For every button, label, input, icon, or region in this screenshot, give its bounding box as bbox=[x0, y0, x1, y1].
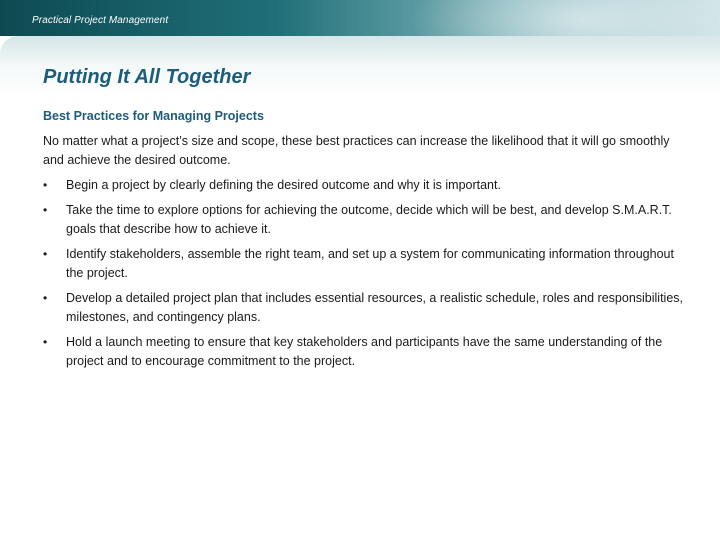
list-item bbox=[43, 245, 683, 283]
slide-title: Putting It All Together bbox=[43, 66, 251, 88]
best-practices-list bbox=[43, 176, 683, 377]
bullet-icon: • bbox=[43, 247, 48, 261]
bullet-icon: • bbox=[43, 335, 48, 349]
bullet-text: Take the time to explore options for achieving the outcome, decide which will be best, and develop S.M.A.R.T. goals that describe how to achieve it. bbox=[66, 203, 672, 236]
list-item bbox=[43, 333, 683, 371]
header-band bbox=[0, 0, 720, 36]
bullet-icon: • bbox=[43, 291, 48, 305]
header-title: Practical Project Management bbox=[32, 15, 169, 26]
bullet-text: Hold a launch meeting to ensure that key stakeholders and participants have the same understanding of the project and to encourage commitment to the project. bbox=[66, 335, 663, 368]
bullet-text: Develop a detailed project plan that includes essential resources, a realistic schedule, roles and responsibilities, milestones, and contingency plans. bbox=[66, 291, 684, 324]
list-item bbox=[43, 201, 683, 239]
bullet-text: Identify stakeholders, assemble the right team, and set up a system for communicating information throughout the project. bbox=[66, 247, 674, 280]
intro-paragraph: No matter what a project’s size and scope, these best practices can increase the likelihood that it will go smoothly and achieve the desired outcome. bbox=[43, 134, 670, 167]
list-item bbox=[43, 176, 683, 195]
bullet-icon: • bbox=[43, 178, 48, 192]
bullet-text: Begin a project by clearly defining the desired outcome and why it is important. bbox=[66, 178, 501, 192]
bullet-icon: • bbox=[43, 203, 48, 217]
section-subheading: Best Practices for Managing Projects bbox=[43, 109, 264, 123]
list-item bbox=[43, 289, 683, 327]
